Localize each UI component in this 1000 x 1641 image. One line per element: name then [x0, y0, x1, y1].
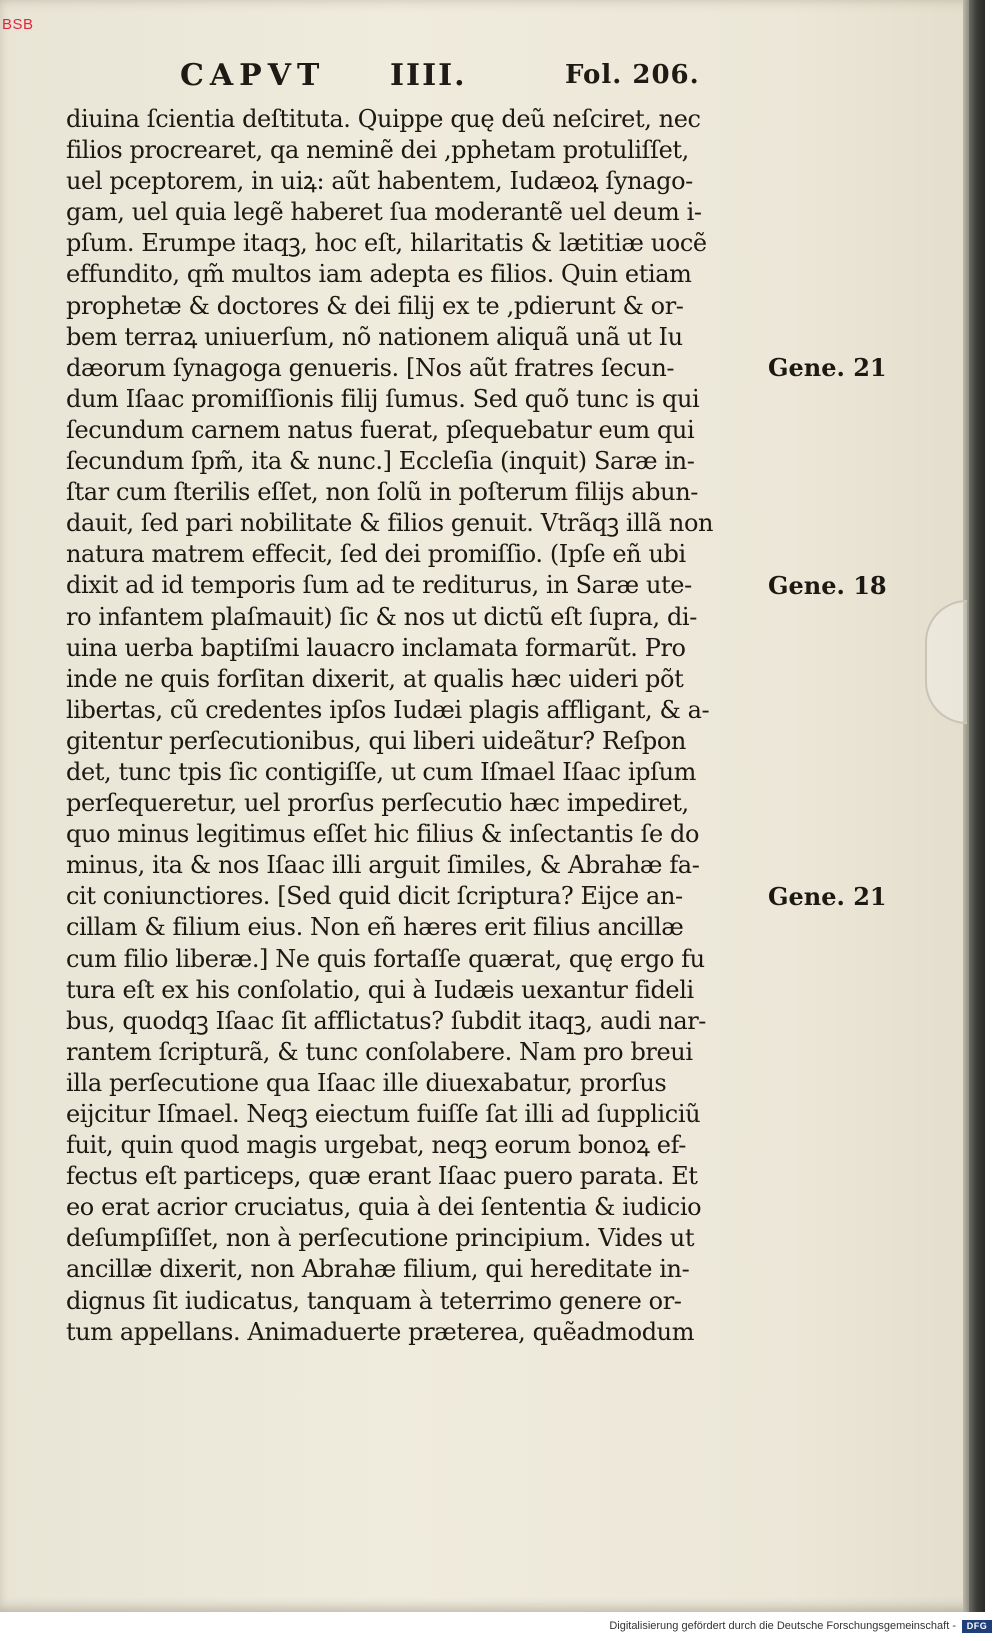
- text-line: ſecundum ſpm̃, ita & nunc.] Eccleſia (inquit) Saræ in-: [66, 447, 695, 476]
- text-line: effundito, qm̃ multos iam adepta es filios. Quin etiam: [66, 260, 692, 289]
- text-line: inde ne quis forſitan dixerit, at qualis hæc uideri põt: [66, 664, 684, 693]
- funding-credit: Digitalisierung gefördert durch die Deutsche Forschungsgemeinschaft -: [609, 1620, 956, 1632]
- text-line: dignus ſit iudicatus, tanquam à teterrimo genere or-: [66, 1286, 682, 1315]
- running-head: [180, 58, 740, 98]
- text-line: illa perſecutione qua Iſaac ille diuexabatur, prorſus: [66, 1068, 667, 1097]
- text-line: dauit, ſed pari nobilitate & filios genuit. Vtrãqꝫ illã non: [66, 509, 714, 538]
- text-line: quo minus legitimus eſſet hic filius & inſectantis ſe do: [66, 820, 700, 849]
- text-line: eo erat acrior cruciatus, quia à dei ſententia & iudicio: [66, 1193, 702, 1222]
- text-line: tura eſt ex his conſolatio, qui à Iudæis uexantur fideli: [66, 975, 694, 1004]
- text-line: natura matrem effecit, ſed dei promiſſio. (Ipſe eñ ubi: [66, 540, 686, 569]
- body-text: [66, 104, 782, 1348]
- folio-number: Fol. 206.: [565, 60, 700, 90]
- text-line: tum appellans. Animaduerte præterea, quẽadmodum: [66, 1317, 695, 1346]
- margin-note-reference: Gene. 18: [768, 570, 887, 600]
- bsb-mark: BSB: [2, 16, 34, 33]
- text-line: ro infantem plaſmauit) ſic & nos ut dictũ eſt ſupra, di-: [66, 602, 697, 631]
- text-line: uel pceptorem, in uiꝝ: aũt habentem, Iudæoꝝ ſynago-: [66, 167, 693, 196]
- text-line: dum Iſaac promiſſionis filij ſumus. Sed quõ tunc is qui: [66, 384, 700, 413]
- text-line: prophetæ & doctores & dei filij ex te ,pdierunt & or-: [66, 291, 684, 320]
- text-line: cillam & filium eius. Non eñ hæres erit filius ancillæ: [66, 913, 684, 942]
- text-line: filios procrearet, qa neminẽ dei ,pphetam protuliſſet,: [66, 136, 689, 165]
- text-line: ſtar cum ſterilis eſſet, non ſolũ in poſterum filijs abun-: [66, 478, 698, 507]
- page-flip-tab[interactable]: [925, 600, 967, 724]
- text-line: uina uerba baptiſmi lauacro inclamata formarũt. Pro: [66, 633, 686, 662]
- book-binding-edge: [969, 0, 985, 1612]
- text-line: det, tunc tpis ſic contigiſſe, ut cum Iſmael Iſaac ipſum: [66, 757, 697, 786]
- digitization-footer: [0, 1612, 1000, 1641]
- margin-note-reference: Gene. 21: [768, 881, 887, 911]
- text-line: gitentur perſecutionibus, qui liberi uideãtur? Reſpon: [66, 726, 686, 755]
- text-line: fectus eſt particeps, quæ erant Iſaac puero parata. Et: [66, 1162, 698, 1191]
- text-line: deſumpſiſſet, non à perſecutione principium. Vides ut: [66, 1224, 695, 1253]
- text-line: diuina ſcientia deſtituta. Quippe quę deũ neſciret, nec: [66, 105, 701, 133]
- text-line: minus, ita & nos Iſaac illi arguit ſimiles, & Abrahæ fa-: [66, 851, 700, 880]
- text-line: eijcitur Iſmael. Neqꝫ eiectum fuiſſe ſat illi ad ſuppliciũ: [66, 1100, 701, 1128]
- text-line: gam, uel quia legẽ haberet ſua moderantẽ uel deum i-: [66, 198, 702, 227]
- text-line: bem terraꝝ uniuerſum, nõ nationem aliquã unã ut Iu: [66, 322, 683, 351]
- text-line: libertas, cũ credentes ipſos Iudæi plagis affligant, & a-: [66, 695, 710, 724]
- text-line: cit coniunctiores. [Sed quid dicit ſcriptura? Eijce an-: [66, 882, 683, 911]
- text-line: ſecundum carnem natus fuerat, pſequebatur eum qui: [66, 415, 695, 444]
- text-line: bus, quodqꝫ Iſaac ſit afflictatus? ſubdit itaqꝫ, audi nar-: [66, 1006, 707, 1035]
- running-head-caput: CAPVT: [180, 58, 326, 93]
- text-line: perſequeretur, uel prorſus perſecutio hæc impediret,: [66, 789, 689, 818]
- dfg-logo: DFG: [962, 1620, 992, 1633]
- text-line: fuit, quin quod magis urgebat, neqꝫ eorum bonoꝝ ef-: [66, 1131, 686, 1160]
- text-line: ancillæ dixerit, non Abrahæ filium, qui hereditate in-: [66, 1255, 690, 1284]
- text-line: dæorum ſynagoga genueris. [Nos aũt fratres ſecun-: [66, 353, 675, 382]
- text-line: cum filio liberæ.] Ne quis fortaſſe quærat, quę ergo fu: [66, 944, 705, 973]
- text-line: pſum. Erumpe itaqꝫ, hoc eſt, hilaritatis & lætitiæ uocẽ: [66, 229, 707, 258]
- text-line: dixit ad id temporis ſum ad te rediturus, in Saræ ute-: [66, 571, 692, 600]
- running-head-chapter: IIII.: [390, 58, 467, 93]
- text-line: rantem ſcripturã, & tunc conſolabere. Nam pro breui: [66, 1037, 693, 1066]
- margin-note-reference: Gene. 21: [768, 352, 887, 382]
